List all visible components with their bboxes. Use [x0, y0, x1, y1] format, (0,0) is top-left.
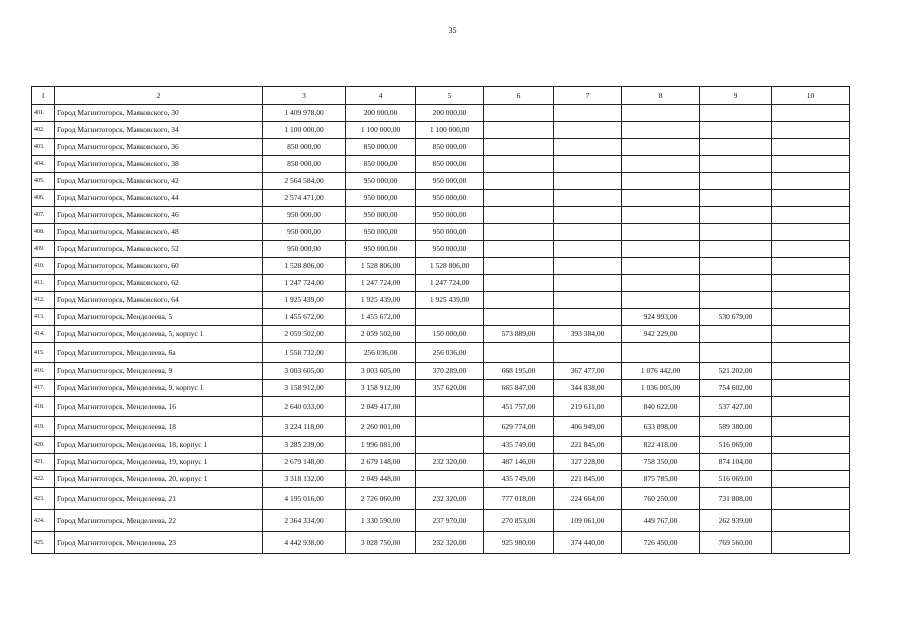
col4-cell: 256 036,00	[346, 343, 416, 363]
col6-cell: 629 774,00	[484, 417, 554, 437]
row-number: 406.	[32, 190, 55, 207]
col4-cell: 2 049 417,00	[346, 397, 416, 417]
col7-cell: 224 664,00	[554, 488, 622, 510]
col7-cell: 327 228,00	[554, 454, 622, 471]
col4-cell: 1 996 081,00	[346, 437, 416, 454]
col8-cell	[622, 241, 700, 258]
col5-cell: 1 528 806,00	[416, 258, 484, 275]
col3-cell: 1 455 672,00	[263, 309, 346, 326]
col10-cell	[772, 292, 850, 309]
col7-cell	[554, 139, 622, 156]
col8-cell	[622, 122, 700, 139]
table-row	[32, 471, 850, 488]
col3-cell: 2 679 148,00	[263, 454, 346, 471]
col9-cell: 521 202,00	[700, 363, 772, 380]
col5-cell: 1 247 724,00	[416, 275, 484, 292]
col6-cell	[484, 190, 554, 207]
col7-cell	[554, 258, 622, 275]
table-row	[32, 488, 850, 510]
row-number: 408.	[32, 224, 55, 241]
col8-cell	[622, 207, 700, 224]
address-cell: Город Магнитогорск, Маяковского, 30	[55, 105, 263, 122]
table-row	[32, 510, 850, 532]
table-row	[32, 343, 850, 363]
col6-cell	[484, 122, 554, 139]
address-cell: Город Магнитогорск, Менделеева, 6а	[55, 343, 263, 363]
data-table	[31, 86, 850, 554]
address-cell: Город Магнитогорск, Маяковского, 36	[55, 139, 263, 156]
table-row	[32, 190, 850, 207]
col7-cell	[554, 190, 622, 207]
col8-cell: 822 418,00	[622, 437, 700, 454]
col3-cell: 1 100 000,00	[263, 122, 346, 139]
row-number: 407.	[32, 207, 55, 224]
address-cell: Город Магнитогорск, Маяковского, 38	[55, 156, 263, 173]
col9-cell: 262 939,00	[700, 510, 772, 532]
col4-cell: 1 330 590,00	[346, 510, 416, 532]
col5-cell: 850 000,00	[416, 139, 484, 156]
row-number: 414.	[32, 326, 55, 343]
col3-cell: 2 059 502,00	[263, 326, 346, 343]
header-cell: 7	[554, 87, 622, 105]
col6-cell	[484, 292, 554, 309]
col6-cell: 435 749,00	[484, 471, 554, 488]
col5-cell	[416, 437, 484, 454]
col5-cell: 200 000,00	[416, 105, 484, 122]
row-number: 420.	[32, 437, 55, 454]
col3-cell: 950 000,00	[263, 207, 346, 224]
row-number: 402.	[32, 122, 55, 139]
col7-cell	[554, 122, 622, 139]
col9-cell	[700, 292, 772, 309]
table-row	[32, 139, 850, 156]
table-row	[32, 397, 850, 417]
header-cell: 10	[772, 87, 850, 105]
table-row	[32, 275, 850, 292]
address-cell: Город Магнитогорск, Менделеева, 23	[55, 532, 263, 554]
address-cell: Город Магнитогорск, Менделеева, 20, корпус 1	[55, 471, 263, 488]
row-number: 417.	[32, 380, 55, 397]
table-row	[32, 224, 850, 241]
col3-cell: 1 247 724,00	[263, 275, 346, 292]
col8-cell: 942 229,00	[622, 326, 700, 343]
row-number: 410.	[32, 258, 55, 275]
col10-cell	[772, 380, 850, 397]
col5-cell: 950 000,00	[416, 207, 484, 224]
table-row	[32, 258, 850, 275]
col7-cell	[554, 275, 622, 292]
header-cell: 8	[622, 87, 700, 105]
row-number: 416.	[32, 363, 55, 380]
row-number: 415.	[32, 343, 55, 363]
col10-cell	[772, 156, 850, 173]
col8-cell	[622, 139, 700, 156]
col8-cell: 1 036 005,00	[622, 380, 700, 397]
address-cell: Город Магнитогорск, Маяковского, 42	[55, 173, 263, 190]
address-cell: Город Магнитогорск, Менделеева, 9, корпус 1	[55, 380, 263, 397]
col5-cell: 357 620,00	[416, 380, 484, 397]
col7-cell: 109 061,00	[554, 510, 622, 532]
col10-cell	[772, 224, 850, 241]
col9-cell	[700, 241, 772, 258]
address-cell: Город Магнитогорск, Менделеева, 16	[55, 397, 263, 417]
col3-cell: 1 528 806,00	[263, 258, 346, 275]
col5-cell: 232 320,00	[416, 454, 484, 471]
header-cell: 2	[55, 87, 263, 105]
col5-cell	[416, 397, 484, 417]
col10-cell	[772, 397, 850, 417]
col7-cell: 221 845,00	[554, 471, 622, 488]
col6-cell: 270 853,00	[484, 510, 554, 532]
address-cell: Город Магнитогорск, Маяковского, 46	[55, 207, 263, 224]
col7-cell	[554, 105, 622, 122]
col4-cell: 2 049 448,00	[346, 471, 416, 488]
table-row	[32, 437, 850, 454]
col9-cell	[700, 122, 772, 139]
col3-cell: 3 318 132,00	[263, 471, 346, 488]
col10-cell	[772, 173, 850, 190]
header-cell: 4	[346, 87, 416, 105]
col9-cell: 537 427,00	[700, 397, 772, 417]
col3-cell: 4 442 938,00	[263, 532, 346, 554]
col8-cell	[622, 275, 700, 292]
col5-cell: 950 000,00	[416, 224, 484, 241]
col4-cell: 950 000,00	[346, 173, 416, 190]
col7-cell	[554, 292, 622, 309]
col3-cell: 2 574 471,00	[263, 190, 346, 207]
col8-cell: 758 350,00	[622, 454, 700, 471]
address-cell: Город Магнитогорск, Менделеева, 5, корпус 1	[55, 326, 263, 343]
col7-cell	[554, 241, 622, 258]
table-row	[32, 292, 850, 309]
col10-cell	[772, 258, 850, 275]
col9-cell: 874 104,00	[700, 454, 772, 471]
col8-cell: 875 785,00	[622, 471, 700, 488]
col6-cell	[484, 224, 554, 241]
col8-cell	[622, 258, 700, 275]
col5-cell: 370 289,00	[416, 363, 484, 380]
col3-cell: 2 364 334,00	[263, 510, 346, 532]
col4-cell: 1 925 439,00	[346, 292, 416, 309]
col7-cell: 367 477,00	[554, 363, 622, 380]
address-cell: Город Магнитогорск, Менделеева, 22	[55, 510, 263, 532]
col5-cell: 150 000,00	[416, 326, 484, 343]
col3-cell: 3 285 239,00	[263, 437, 346, 454]
row-number: 404.	[32, 156, 55, 173]
col9-cell: 530 679,00	[700, 309, 772, 326]
col5-cell: 232 320,00	[416, 532, 484, 554]
address-cell: Город Магнитогорск, Маяковского, 52	[55, 241, 263, 258]
table-row	[32, 454, 850, 471]
col3-cell: 850 000,00	[263, 156, 346, 173]
col7-cell: 344 838,00	[554, 380, 622, 397]
col9-cell	[700, 224, 772, 241]
address-cell: Город Магнитогорск, Маяковского, 64	[55, 292, 263, 309]
col9-cell	[700, 156, 772, 173]
col3-cell: 3 224 118,00	[263, 417, 346, 437]
header-cell: 9	[700, 87, 772, 105]
col7-cell	[554, 224, 622, 241]
col7-cell	[554, 309, 622, 326]
address-cell: Город Магнитогорск, Менделеева, 9	[55, 363, 263, 380]
col4-cell: 950 000,00	[346, 224, 416, 241]
col9-cell: 769 560,00	[700, 532, 772, 554]
col4-cell: 1 100 000,00	[346, 122, 416, 139]
col7-cell: 219 611,00	[554, 397, 622, 417]
col6-cell	[484, 105, 554, 122]
col7-cell: 406 949,00	[554, 417, 622, 437]
table-row	[32, 309, 850, 326]
col4-cell: 3 028 750,00	[346, 532, 416, 554]
col8-cell: 924 993,00	[622, 309, 700, 326]
row-number: 423.	[32, 488, 55, 510]
table-row	[32, 156, 850, 173]
col6-cell: 451 757,00	[484, 397, 554, 417]
header-cell: 6	[484, 87, 554, 105]
col9-cell	[700, 343, 772, 363]
row-number: 422.	[32, 471, 55, 488]
col10-cell	[772, 122, 850, 139]
col4-cell: 3 158 912,00	[346, 380, 416, 397]
col6-cell	[484, 258, 554, 275]
col8-cell: 1 076 442,00	[622, 363, 700, 380]
col4-cell: 950 000,00	[346, 241, 416, 258]
col7-cell: 393 384,00	[554, 326, 622, 343]
col3-cell: 2 564 584,00	[263, 173, 346, 190]
col4-cell: 850 000,00	[346, 139, 416, 156]
col4-cell: 2 726 060,00	[346, 488, 416, 510]
col10-cell	[772, 532, 850, 554]
row-number: 419.	[32, 417, 55, 437]
row-number: 413.	[32, 309, 55, 326]
header-cell: 5	[416, 87, 484, 105]
table-row	[32, 207, 850, 224]
col5-cell: 232 320,00	[416, 488, 484, 510]
col5-cell: 850 000,00	[416, 156, 484, 173]
col6-cell: 668 195,00	[484, 363, 554, 380]
col10-cell	[772, 309, 850, 326]
address-cell: Город Магнитогорск, Маяковского, 60	[55, 258, 263, 275]
col10-cell	[772, 363, 850, 380]
col6-cell: 925 980,00	[484, 532, 554, 554]
table-row	[32, 380, 850, 397]
col5-cell	[416, 309, 484, 326]
col7-cell	[554, 156, 622, 173]
row-number: 418.	[32, 397, 55, 417]
col10-cell	[772, 437, 850, 454]
col6-cell: 487 146,00	[484, 454, 554, 471]
address-cell: Город Магнитогорск, Менделеева, 18	[55, 417, 263, 437]
col5-cell: 237 970,00	[416, 510, 484, 532]
table-row	[32, 417, 850, 437]
col8-cell	[622, 190, 700, 207]
col3-cell: 3 158 912,00	[263, 380, 346, 397]
row-number: 405.	[32, 173, 55, 190]
col9-cell	[700, 275, 772, 292]
col6-cell	[484, 173, 554, 190]
col10-cell	[772, 326, 850, 343]
col10-cell	[772, 488, 850, 510]
col4-cell: 3 003 605,00	[346, 363, 416, 380]
col4-cell: 2 059 502,00	[346, 326, 416, 343]
col4-cell: 1 247 724,00	[346, 275, 416, 292]
col10-cell	[772, 139, 850, 156]
col6-cell: 777 018,00	[484, 488, 554, 510]
address-cell: Город Магнитогорск, Менделеева, 21	[55, 488, 263, 510]
row-number: 409.	[32, 241, 55, 258]
table-row	[32, 173, 850, 190]
col6-cell	[484, 156, 554, 173]
table-row	[32, 105, 850, 122]
col8-cell	[622, 173, 700, 190]
col10-cell	[772, 241, 850, 258]
col7-cell: 374 440,00	[554, 532, 622, 554]
col5-cell: 950 000,00	[416, 173, 484, 190]
address-cell: Город Магнитогорск, Маяковского, 34	[55, 122, 263, 139]
col10-cell	[772, 417, 850, 437]
col3-cell: 4 195 016,00	[263, 488, 346, 510]
col6-cell: 665 847,00	[484, 380, 554, 397]
col6-cell: 435 749,00	[484, 437, 554, 454]
header-cell: 1	[32, 87, 55, 105]
header-row	[32, 87, 850, 105]
col5-cell: 1 925 439,00	[416, 292, 484, 309]
col6-cell	[484, 207, 554, 224]
row-number: 411.	[32, 275, 55, 292]
row-number: 401.	[32, 105, 55, 122]
col3-cell: 950 000,00	[263, 241, 346, 258]
table-row	[32, 326, 850, 343]
col4-cell: 2 260 001,00	[346, 417, 416, 437]
row-number: 421.	[32, 454, 55, 471]
address-cell: Город Магнитогорск, Менделеева, 18, корпус 1	[55, 437, 263, 454]
col3-cell: 3 003 605,00	[263, 363, 346, 380]
col5-cell: 1 100 000,00	[416, 122, 484, 139]
col4-cell: 950 000,00	[346, 190, 416, 207]
col3-cell: 1 925 439,00	[263, 292, 346, 309]
col6-cell	[484, 275, 554, 292]
col5-cell: 950 000,00	[416, 190, 484, 207]
col10-cell	[772, 343, 850, 363]
address-cell: Город Магнитогорск, Маяковского, 48	[55, 224, 263, 241]
col10-cell	[772, 454, 850, 471]
col9-cell	[700, 173, 772, 190]
col8-cell: 760 250,00	[622, 488, 700, 510]
col6-cell	[484, 139, 554, 156]
table-row	[32, 241, 850, 258]
col10-cell	[772, 105, 850, 122]
col7-cell	[554, 173, 622, 190]
col8-cell	[622, 292, 700, 309]
col5-cell: 950 000,00	[416, 241, 484, 258]
row-number: 412.	[32, 292, 55, 309]
col8-cell: 726 450,00	[622, 532, 700, 554]
col10-cell	[772, 275, 850, 292]
row-number: 425.	[32, 532, 55, 554]
col3-cell: 1 409 978,00	[263, 105, 346, 122]
col6-cell	[484, 343, 554, 363]
col5-cell	[416, 471, 484, 488]
col3-cell: 2 640 033,00	[263, 397, 346, 417]
col8-cell	[622, 224, 700, 241]
col9-cell	[700, 258, 772, 275]
col10-cell	[772, 190, 850, 207]
col9-cell	[700, 190, 772, 207]
col9-cell	[700, 326, 772, 343]
col4-cell: 950 000,00	[346, 207, 416, 224]
col9-cell	[700, 207, 772, 224]
col9-cell	[700, 139, 772, 156]
row-number: 424.	[32, 510, 55, 532]
col9-cell: 754 602,00	[700, 380, 772, 397]
col8-cell: 633 898,00	[622, 417, 700, 437]
col8-cell	[622, 343, 700, 363]
col4-cell: 200 000,00	[346, 105, 416, 122]
col3-cell: 850 000,00	[263, 139, 346, 156]
col7-cell	[554, 207, 622, 224]
table-row	[32, 363, 850, 380]
row-number: 403.	[32, 139, 55, 156]
col10-cell	[772, 471, 850, 488]
col9-cell: 516 069,00	[700, 471, 772, 488]
col9-cell	[700, 105, 772, 122]
col8-cell	[622, 156, 700, 173]
address-cell: Город Магнитогорск, Менделеева, 19, корпус 1	[55, 454, 263, 471]
col10-cell	[772, 510, 850, 532]
col9-cell: 589 380,00	[700, 417, 772, 437]
col10-cell	[772, 207, 850, 224]
page-number: 35	[448, 26, 457, 35]
col7-cell	[554, 343, 622, 363]
address-cell: Город Магнитогорск, Менделеева, 5	[55, 309, 263, 326]
table-row	[32, 122, 850, 139]
col3-cell: 1 558 732,00	[263, 343, 346, 363]
col6-cell	[484, 309, 554, 326]
col4-cell: 1 528 806,00	[346, 258, 416, 275]
col5-cell	[416, 417, 484, 437]
header-cell: 3	[263, 87, 346, 105]
col8-cell	[622, 105, 700, 122]
table-row	[32, 532, 850, 554]
col7-cell: 221 845,00	[554, 437, 622, 454]
col5-cell: 256 036,00	[416, 343, 484, 363]
col8-cell: 449 767,00	[622, 510, 700, 532]
col8-cell: 840 622,00	[622, 397, 700, 417]
address-cell: Город Магнитогорск, Маяковского, 62	[55, 275, 263, 292]
col4-cell: 2 679 148,00	[346, 454, 416, 471]
col4-cell: 1 455 672,00	[346, 309, 416, 326]
col3-cell: 950 000,00	[263, 224, 346, 241]
col9-cell: 731 808,00	[700, 488, 772, 510]
col9-cell: 516 069,00	[700, 437, 772, 454]
col6-cell: 573 889,00	[484, 326, 554, 343]
address-cell: Город Магнитогорск, Маяковского, 44	[55, 190, 263, 207]
col4-cell: 850 000,00	[346, 156, 416, 173]
col6-cell	[484, 241, 554, 258]
